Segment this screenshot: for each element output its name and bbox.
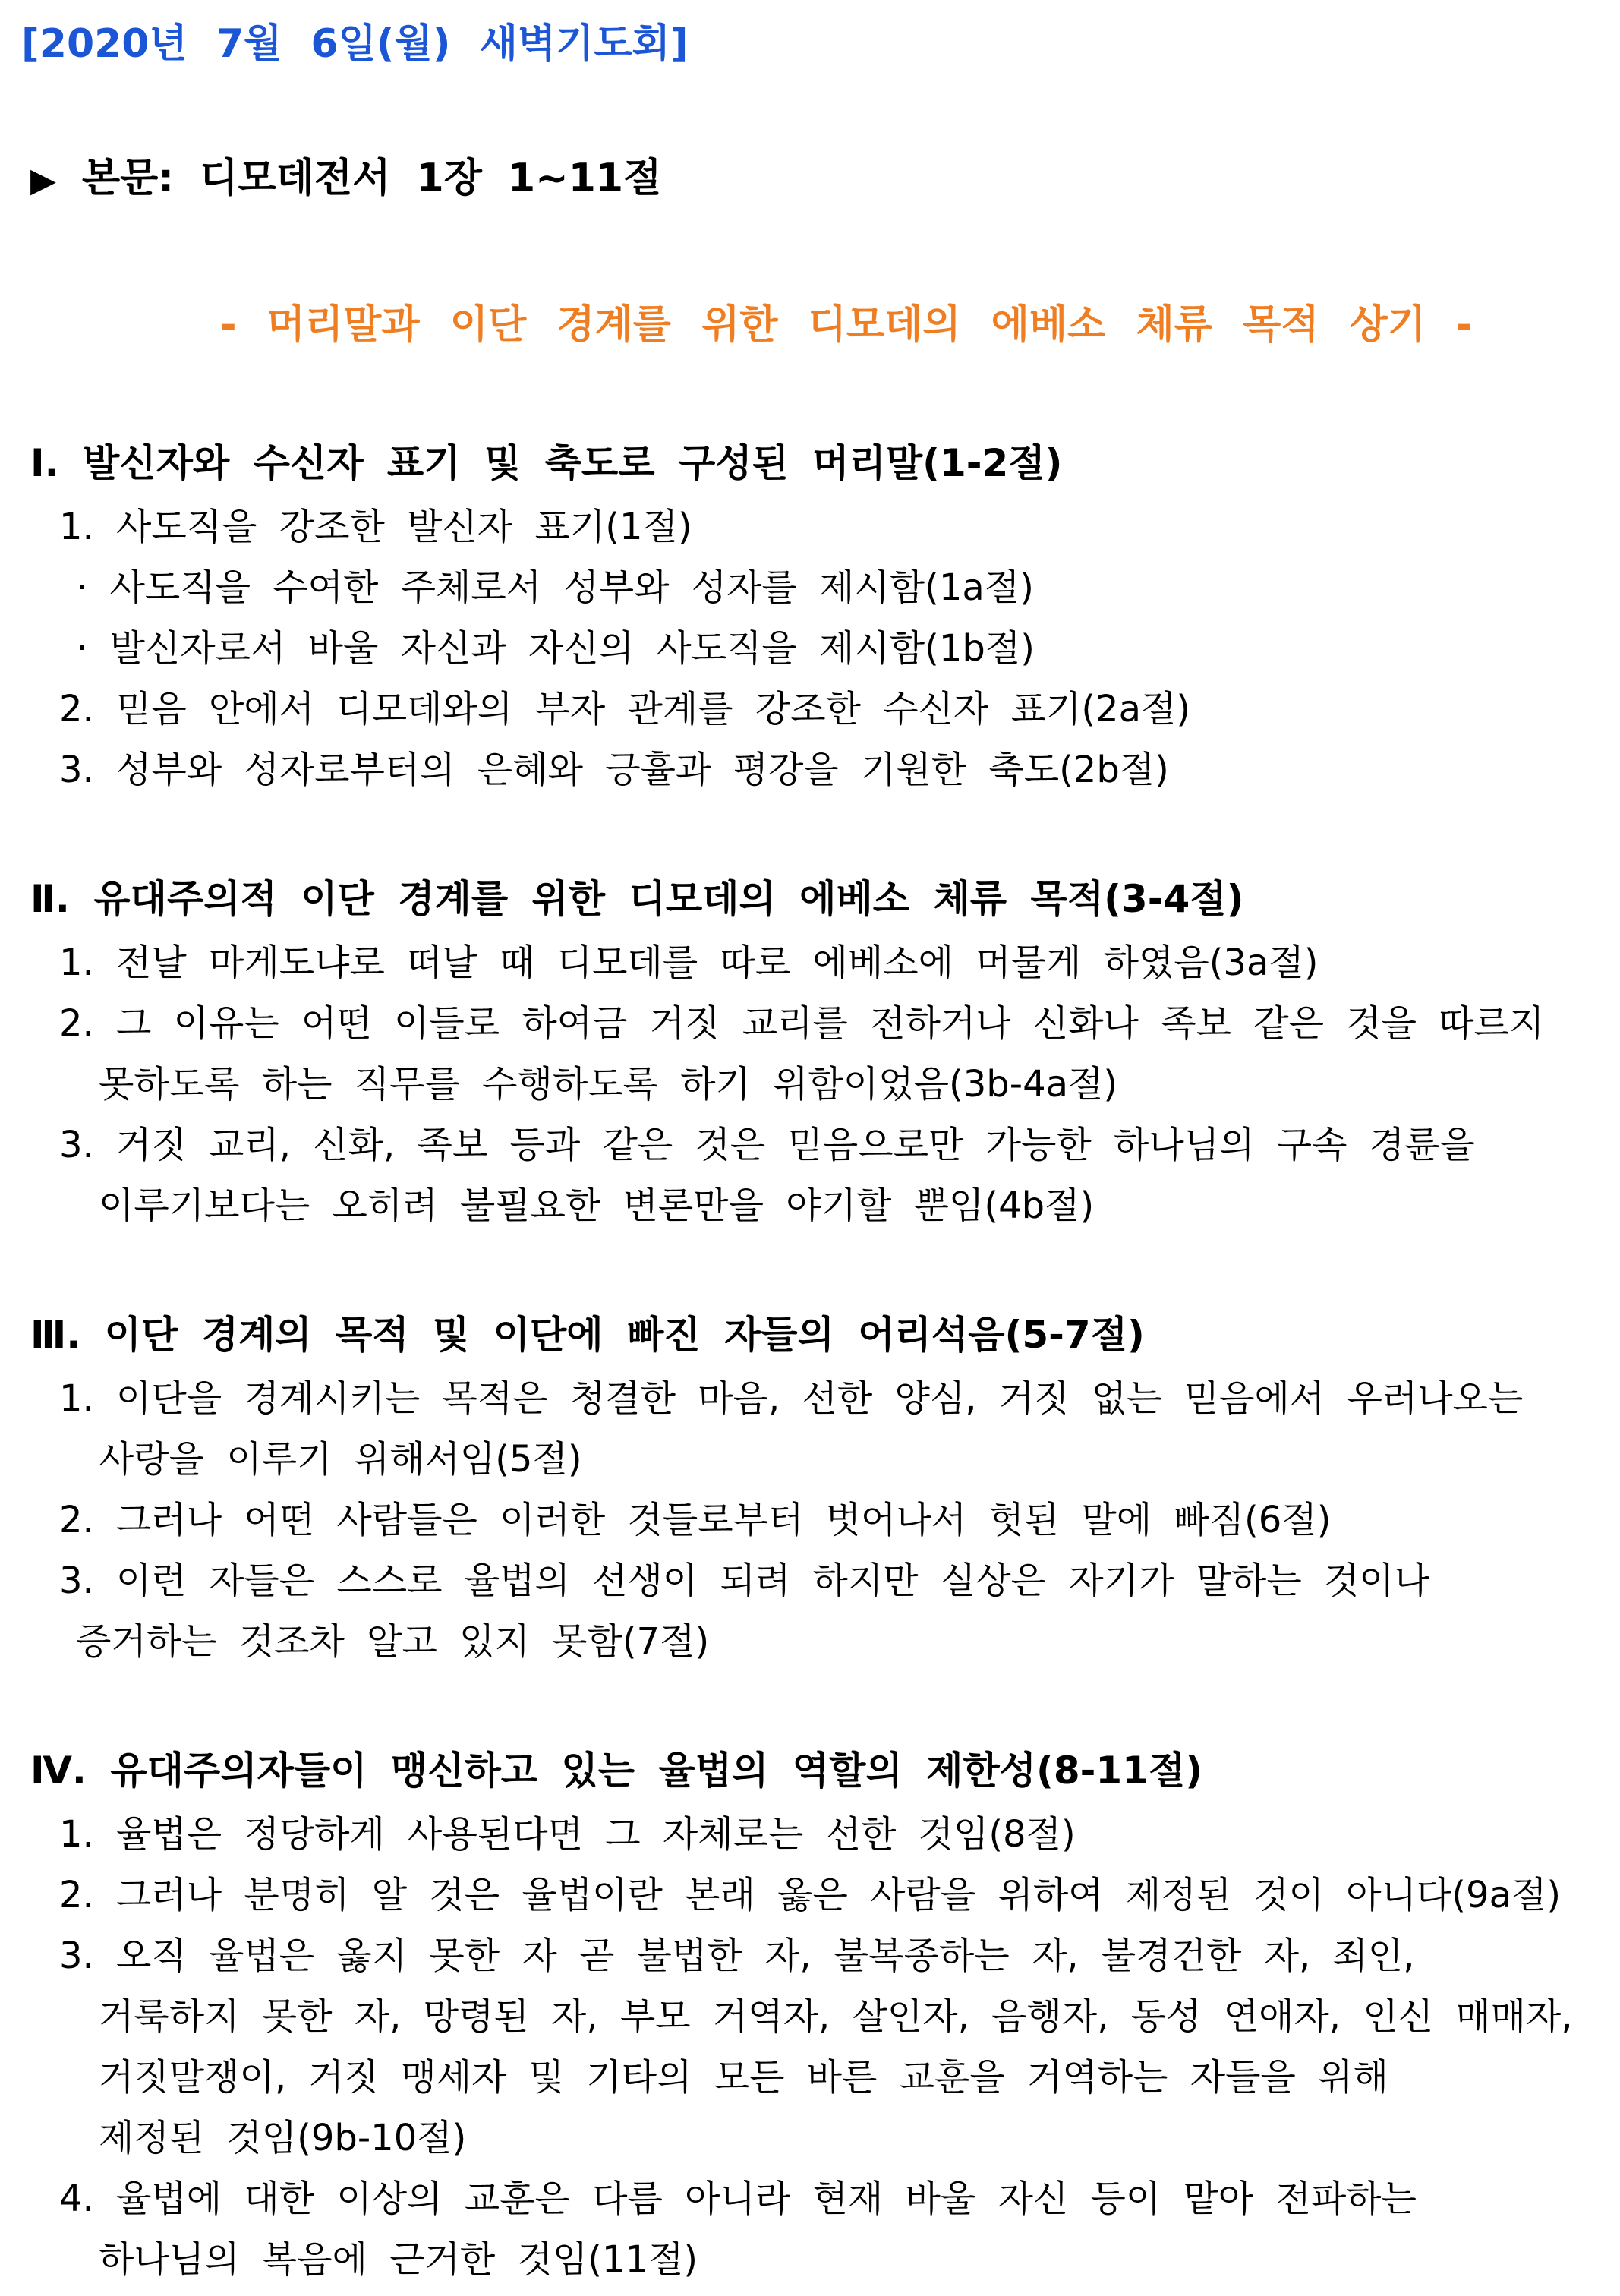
list-item-continuation: 증거하는 것조차 알고 있지 못함(7절) [76, 1620, 710, 1663]
list-item: · 사도직을 수여한 주체로서 성부와 성자를 제시함(1a절) [76, 566, 1034, 609]
document-header: [2020년 7월 6일(월) 새벽기도회] [21, 21, 689, 67]
list-item: 3. 거짓 교리, 신화, 족보 등과 같은 것은 믿음으로만 가능한 하나님의 구속 경륜을 [59, 1124, 1475, 1166]
list-item: 3. 이런 자들은 스스로 율법의 선생이 되려 하지만 실상은 자기가 말하는 것이나 [59, 1560, 1430, 1602]
list-item: 2. 믿음 안에서 디모데와의 부자 관계를 강조한 수신자 표기(2a절) [59, 688, 1191, 730]
list-item: 3. 성부와 성자로부터의 은혜와 긍휼과 평강을 기원한 축도(2b절) [59, 749, 1169, 791]
list-item-continuation: 거짓말쟁이, 거짓 맹세자 및 기타의 모든 바른 교훈을 거역하는 자들을 위해 [99, 2056, 1388, 2099]
list-item-continuation: 거룩하지 못한 자, 망령된 자, 부모 거역자, 살인자, 음행자, 동성 연애자, 인신 매매자, [99, 1995, 1573, 2038]
list-item: 1. 율법은 정당하게 사용된다면 그 자체로는 선한 것임(8절) [59, 1813, 1076, 1856]
section-title-1: Ⅰ. 발신자와 수신자 표기 및 축도로 구성된 머리말(1-2절) [30, 441, 1063, 485]
list-item: 2. 그러나 어떤 사람들은 이러한 것들로부터 벗어나서 헛된 말에 빠짐(6절) [59, 1499, 1332, 1541]
list-item: 3. 오직 율법은 옳지 못한 자 곧 불법한 자, 불복종하는 자, 불경건한 자, 죄인, [59, 1935, 1415, 1977]
list-item: 1. 이단을 경계시키는 목적은 청결한 마음, 선한 양심, 거짓 없는 믿음에서 우러나오는 [59, 1377, 1524, 1420]
section-title-2: Ⅱ. 유대주의적 이단 경계를 위한 디모데의 에베소 체류 목적(3-4절) [30, 877, 1244, 921]
list-item: 4. 율법에 대한 이상의 교훈은 다름 아니라 현재 바울 자신 등이 맡아 전파하는 [59, 2178, 1417, 2220]
list-item: · 발신자로서 바울 자신과 자신의 사도직을 제시함(1b절) [76, 627, 1035, 670]
sermon-subtitle: - 머리말과 이단 경계를 위한 디모데의 에베소 체류 목적 상기 - [220, 302, 1473, 348]
list-item-continuation: 이루기보다는 오히려 불필요한 변론만을 야기할 뿐임(4b절) [99, 1184, 1095, 1227]
section-title-3: Ⅲ. 이단 경계의 목적 및 이단에 빠진 자들의 어리석음(5-7절) [30, 1313, 1145, 1357]
passage-text: 본문: 디모데전서 1장 1~11절 [81, 156, 662, 201]
list-item-continuation: 하나님의 복음에 근거한 것임(11절) [99, 2238, 698, 2281]
list-item: 2. 그 이유는 어떤 이들로 하여금 거짓 교리를 전하거나 신화나 족보 같은 것을 따르지 [59, 1002, 1545, 1045]
list-item-continuation: 못하도록 하는 직무를 수행하도록 하기 위함이었음(3b-4a절) [99, 1063, 1118, 1105]
list-item: 1. 사도직을 강조한 발신자 표기(1절) [59, 506, 692, 548]
list-item: 2. 그러나 분명히 알 것은 율법이란 본래 옳은 사람을 위하여 제정된 것이 아니다(9a절) [59, 1874, 1562, 1916]
list-item-continuation: 제정된 것임(9b-10절) [99, 2117, 467, 2159]
passage-reference [30, 156, 661, 203]
triangle-right-icon: ▶ [30, 161, 56, 200]
list-item-continuation: 사랑을 이루기 위해서임(5절) [99, 1438, 582, 1481]
list-item: 1. 전날 마게도냐로 떠날 때 디모데를 따로 에베소에 머물게 하였음(3a절) [59, 941, 1319, 984]
section-title-4: Ⅳ. 유대주의자들이 맹신하고 있는 율법의 역할의 제한성(8-11절) [30, 1749, 1203, 1793]
